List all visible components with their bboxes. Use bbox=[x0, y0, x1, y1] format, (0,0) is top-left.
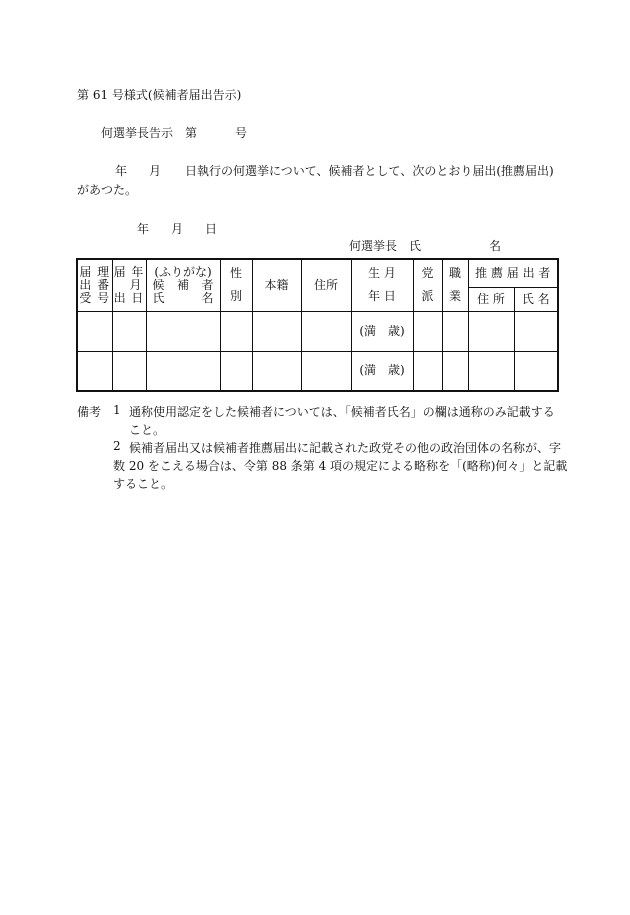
header-gender-char2: 別 bbox=[229, 289, 242, 304]
header-recommender: 推 薦 届 出 者 bbox=[468, 259, 558, 287]
header-receipt-number-line2: 出 番 bbox=[79, 277, 111, 292]
cell-recommender-name bbox=[514, 351, 558, 391]
body-year: 年 bbox=[115, 164, 128, 178]
date-year: 年 bbox=[137, 222, 150, 236]
cell-domicile bbox=[252, 351, 301, 391]
cell-recommender-name bbox=[514, 311, 558, 351]
cell-occupation bbox=[442, 351, 468, 391]
header-filing-date-line1: 届 年 bbox=[113, 264, 145, 279]
signature-name-suffix: 名 bbox=[489, 239, 502, 253]
cell-recommender-address bbox=[468, 351, 514, 391]
cell-party bbox=[413, 351, 442, 391]
header-party-char2: 派 bbox=[421, 289, 434, 304]
header-candidate-char2: 補 bbox=[176, 277, 189, 292]
header-candidate bbox=[146, 259, 220, 311]
cell-candidate bbox=[146, 351, 220, 391]
notice-number-prefix: 第 bbox=[185, 126, 198, 140]
header-party-char1: 党 bbox=[421, 266, 434, 281]
header-occupation-char2: 業 bbox=[448, 289, 461, 304]
header-receipt-number bbox=[77, 259, 112, 311]
header-candidate-line3 bbox=[147, 292, 220, 305]
cell-age: (満 歳) bbox=[351, 351, 413, 391]
cell-party bbox=[413, 311, 442, 351]
cell-gender bbox=[220, 311, 252, 351]
notice-title: 何選挙長告示 bbox=[101, 126, 174, 140]
header-filing-date bbox=[112, 259, 146, 311]
note-2-line-2: 数 20 をこえる場合は、令第 88 条第 4 項の規定による略称を「(略称)何々」と記載 bbox=[113, 459, 568, 473]
remarks-label: 備考 bbox=[77, 405, 102, 419]
header-candidate-reading: (ふりがな) bbox=[154, 264, 212, 279]
header-occupation bbox=[442, 259, 468, 311]
header-occupation-char1: 職 bbox=[448, 266, 461, 281]
body-day-text: 日執行の何選挙について、候補者として、次のとおり届出(推薦届出) bbox=[185, 164, 554, 178]
cell-domicile bbox=[252, 311, 301, 351]
header-birth-top: 生 月 bbox=[368, 266, 396, 281]
cell-filing-date bbox=[112, 351, 146, 391]
body-month: 月 bbox=[149, 164, 162, 178]
header-gender bbox=[220, 259, 252, 311]
body-line-1 bbox=[101, 162, 554, 179]
date-month: 月 bbox=[171, 222, 184, 236]
header-candidate-char3: 者 bbox=[201, 277, 214, 292]
header-candidate-line2 bbox=[147, 279, 220, 292]
cell-receipt-number bbox=[77, 351, 112, 391]
cell-receipt-number bbox=[77, 311, 112, 351]
header-receipt-number-line1: 届 理 bbox=[79, 264, 111, 279]
header-filing-date-line3: 出 日 bbox=[113, 290, 145, 305]
signature-line bbox=[349, 237, 501, 254]
header-filing-date-line2: 月 bbox=[129, 277, 143, 292]
form-title: 第 61 号様式(候補者届出告示) bbox=[77, 88, 242, 102]
note-2-number: 2 bbox=[113, 439, 121, 453]
cell-filing-date bbox=[112, 311, 146, 351]
header-party bbox=[413, 259, 442, 311]
table-row bbox=[77, 311, 558, 351]
header-gender-char1: 性 bbox=[229, 266, 242, 281]
header-recommender-address: 住 所 bbox=[468, 287, 514, 311]
notice-line bbox=[101, 124, 247, 141]
note-1-line-1: 通称使用認定をした候補者については、「候補者氏名」の欄は通称のみ記載する bbox=[129, 405, 555, 419]
signature-title: 何選挙長 氏 bbox=[349, 239, 422, 253]
cell-candidate bbox=[146, 311, 220, 351]
cell-address bbox=[301, 311, 351, 351]
cell-recommender-address bbox=[468, 311, 514, 351]
cell-age: (満 歳) bbox=[351, 311, 413, 351]
note-2-line-1: 候補者届出又は候補者推薦届出に記載された政党その他の政治団体の名称が、字 bbox=[129, 441, 562, 455]
date-day: 日 bbox=[205, 222, 218, 236]
header-candidate-name-char1: 氏 bbox=[152, 290, 165, 305]
note-1-number: 1 bbox=[113, 403, 121, 417]
notice-number-suffix: 号 bbox=[235, 126, 248, 140]
header-candidate-char1: 候 bbox=[152, 277, 165, 292]
cell-occupation bbox=[442, 311, 468, 351]
candidate-form-table bbox=[76, 258, 559, 392]
note-2-line-3: すること。 bbox=[113, 477, 174, 491]
body-line-2: があつた。 bbox=[77, 183, 138, 197]
header-birth-date bbox=[351, 259, 413, 311]
table-row bbox=[77, 351, 558, 391]
date-line bbox=[137, 220, 217, 237]
note-1-line-2: こと。 bbox=[129, 423, 166, 437]
header-candidate-name-char2: 名 bbox=[201, 290, 214, 305]
header-domicile: 本籍 bbox=[252, 259, 301, 311]
header-address: 住所 bbox=[301, 259, 351, 311]
header-birth-bottom: 年 日 bbox=[368, 289, 396, 304]
header-receipt-number-line3: 受 号 bbox=[79, 290, 111, 305]
cell-address bbox=[301, 351, 351, 391]
cell-gender bbox=[220, 351, 252, 391]
header-recommender-name: 氏 名 bbox=[514, 287, 558, 311]
